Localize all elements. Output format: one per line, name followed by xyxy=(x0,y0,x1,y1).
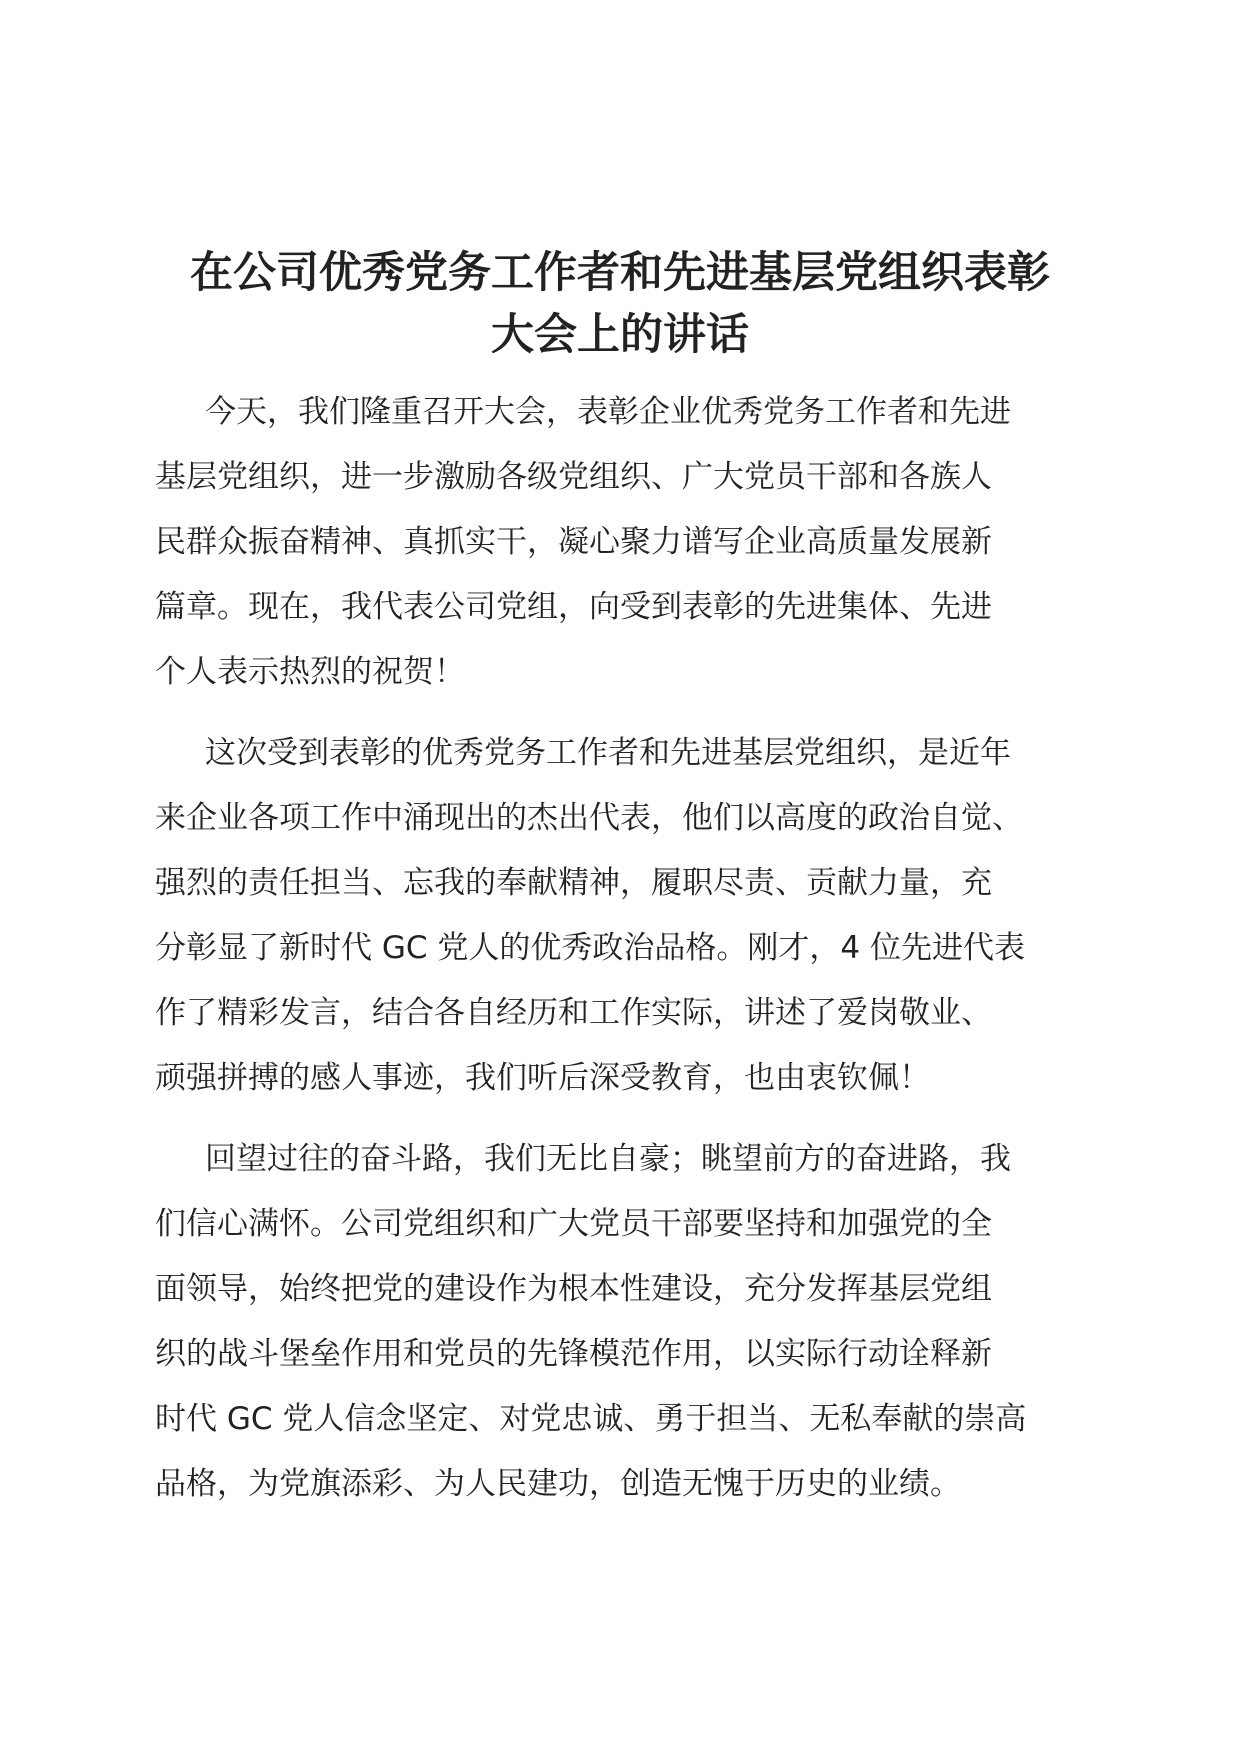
title-line-2: 大会上的讲话 xyxy=(491,310,749,360)
paragraph-line: 作了精彩发言，结合各自经历和工作实际，讲述了爱岗敬业、 xyxy=(155,995,992,1031)
paragraph-3 xyxy=(155,1127,1095,1517)
title-line-1: 在公司优秀党务工作者和先进基层党组织表彰 xyxy=(190,248,1050,298)
paragraph-line: 面领导，始终把党的建设作为根本性建设，充分发挥基层党组 xyxy=(155,1271,992,1307)
paragraph-1 xyxy=(155,380,1095,705)
paragraph-line: 强烈的责任担当、忘我的奉献精神，履职尽责、贡献力量，充 xyxy=(155,865,992,901)
paragraph-line: 分彰显了新时代 GC 党人的优秀政治品格。刚才，4 位先进代表 xyxy=(155,930,1025,966)
paragraph-line: 篇章。现在，我代表公司党组，向受到表彰的先进集体、先进 xyxy=(155,589,992,625)
paragraph-line: 时代 GC 党人信念坚定、对党忠诚、勇于担当、无私奉献的崇高 xyxy=(155,1401,1027,1437)
paragraph-line: 顽强拼搏的感人事迹，我们听后深受教育，也由衷钦佩！ xyxy=(155,1060,930,1096)
paragraph-line: 来企业各项工作中涌现出的杰出代表，他们以高度的政治自觉、 xyxy=(155,800,1023,836)
paragraph-2 xyxy=(155,721,1095,1111)
paragraph-line: 这次受到表彰的优秀党务工作者和先进基层党组织，是近年 xyxy=(205,735,1011,771)
paragraph-line: 今天，我们隆重召开大会，表彰企业优秀党务工作者和先进 xyxy=(205,394,1011,430)
paragraph-line: 民群众振奋精神、真抓实干，凝心聚力谱写企业高质量发展新 xyxy=(155,524,992,560)
paragraph-line: 回望过往的奋斗路，我们无比自豪；眺望前方的奋进路，我 xyxy=(205,1141,1011,1177)
paragraph-line: 品格，为党旗添彩、为人民建功，创造无愧于历史的业绩。 xyxy=(155,1466,961,1502)
paragraph-line: 们信心满怀。公司党组织和广大党员干部要坚持和加强党的全 xyxy=(155,1206,992,1242)
document-title xyxy=(140,242,1100,366)
document-body xyxy=(155,380,1095,1533)
paragraph-line: 织的战斗堡垒作用和党员的先锋模范作用，以实际行动诠释新 xyxy=(155,1336,992,1372)
paragraph-line: 个人表示热烈的祝贺！ xyxy=(155,654,465,690)
paragraph-line: 基层党组织，进一步激励各级党组织、广大党员干部和各族人 xyxy=(155,459,992,495)
